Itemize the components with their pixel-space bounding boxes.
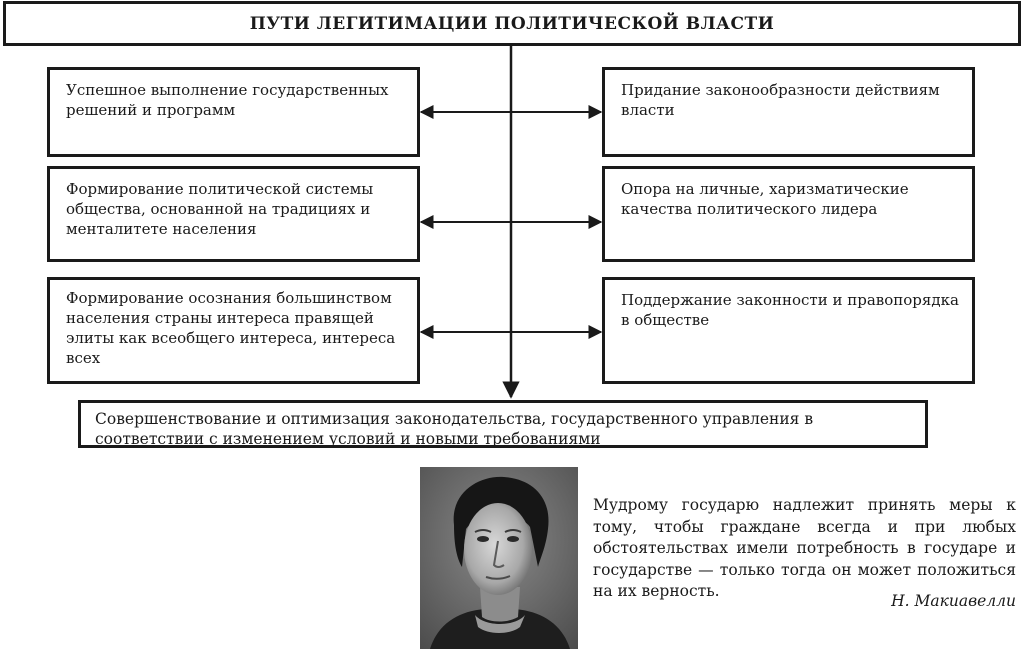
right-box-3 xyxy=(602,277,975,384)
left-box-3 xyxy=(47,277,420,384)
right-box-1-text: Придание законообразности действиям власти xyxy=(621,81,940,119)
right-box-3-text: Поддержание законности и правопорядка в обществе xyxy=(621,291,959,329)
quote-text: Мудрому государю надлежит принять меры к тому, чтобы граждане всегда и при любых обстоятельствах имели потребность в государе и государстве — только тогда он может положиться на их верность. xyxy=(593,496,1016,600)
right-box-2 xyxy=(602,166,975,262)
bottom-box xyxy=(78,400,928,448)
diagram-title: ПУТИ ЛЕГИТИМАЦИИ ПОЛИТИЧЕСКОЙ ВЛАСТИ xyxy=(249,13,775,34)
right-box-1 xyxy=(602,67,975,157)
left-box-2-text: Формирование политической системы общества, основанной на традициях и менталитете населения xyxy=(66,180,374,238)
left-box-2 xyxy=(47,166,420,262)
right-box-2-text: Опора на личные, харизматические качества политического лидера xyxy=(621,180,909,218)
left-box-1-text: Успешное выполнение государственных решений и программ xyxy=(66,81,389,119)
machiavelli-portrait xyxy=(420,467,578,649)
quote-author: Н. Макиавелли xyxy=(891,592,1016,610)
bottom-box-text: Совершенствование и оптимизация законодательства, государственного управления в соответствии с изменением условий и новыми требованиями xyxy=(95,410,814,448)
left-box-1 xyxy=(47,67,420,157)
left-box-3-text: Формирование осознания большинством населения страны интереса правящей элиты как всеобщего интереса, интереса всех xyxy=(66,289,396,367)
